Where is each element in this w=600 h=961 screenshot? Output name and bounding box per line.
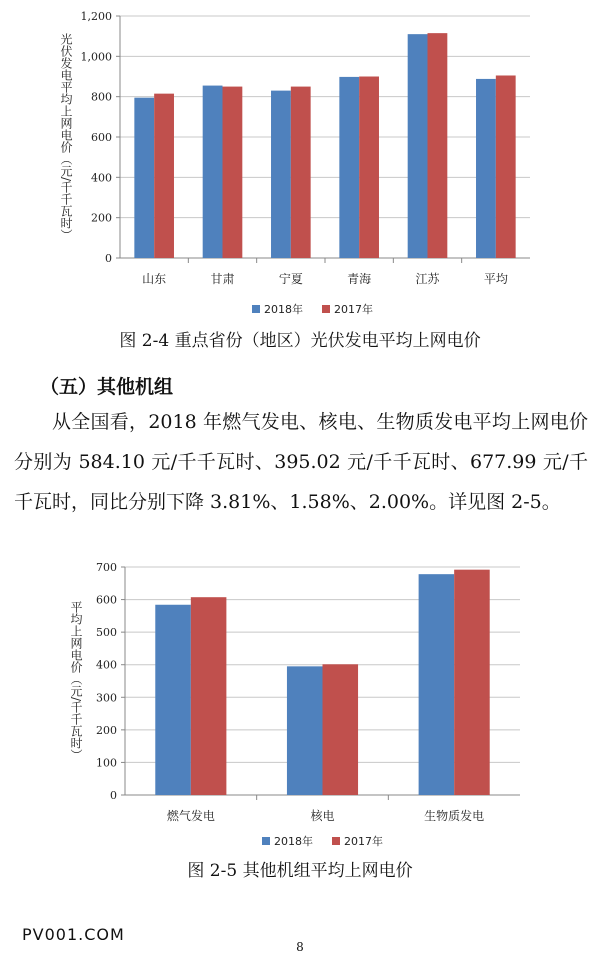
bar-series-2017 bbox=[154, 94, 174, 258]
x-category-label: 宁夏 bbox=[278, 272, 303, 286]
legend-label: 2017年 bbox=[344, 835, 383, 848]
figure-caption-2-5: 图 2-5 其他机组平均上网电价 bbox=[187, 861, 413, 881]
x-category-label: 生物质发电 bbox=[424, 809, 485, 823]
bar-series-2018 bbox=[155, 605, 191, 795]
bar-series-2018 bbox=[134, 98, 154, 258]
y-tick-label: 300 bbox=[96, 691, 117, 705]
figure-caption-2-4: 图 2-4 重点省份（地区）光伏发电平均上网电价 bbox=[119, 331, 481, 351]
bar-series-2018 bbox=[271, 91, 291, 258]
legend-label: 2017年 bbox=[334, 303, 373, 316]
bar-series-2018 bbox=[419, 574, 455, 795]
y-axis-label: 光伏发电平均上网电价（元/千千瓦时） bbox=[59, 32, 73, 242]
bar-series-2017 bbox=[496, 75, 516, 258]
y-tick-label: 0 bbox=[105, 252, 112, 265]
bar-series-2017 bbox=[223, 87, 243, 258]
bar-series-2017 bbox=[191, 597, 227, 795]
bar-series-2018 bbox=[339, 77, 359, 258]
bar-series-2017 bbox=[454, 570, 490, 795]
bar-series-2018 bbox=[203, 86, 223, 258]
y-tick-label: 1,000 bbox=[80, 50, 112, 64]
y-tick-label: 1,200 bbox=[80, 10, 112, 23]
bar-series-2017 bbox=[428, 33, 448, 258]
x-category-label: 甘肃 bbox=[210, 272, 235, 286]
y-tick-label: 200 bbox=[91, 211, 112, 225]
x-category-label: 山东 bbox=[142, 272, 167, 286]
x-category-label: 燃气发电 bbox=[166, 809, 215, 823]
x-category-label: 江苏 bbox=[415, 272, 440, 286]
section-heading: （五）其他机组 bbox=[40, 376, 174, 398]
y-tick-label: 100 bbox=[96, 756, 117, 770]
legend-swatch bbox=[332, 837, 340, 845]
y-tick-label: 400 bbox=[96, 658, 117, 672]
y-tick-label: 500 bbox=[96, 626, 117, 640]
bar-series-2018 bbox=[408, 34, 428, 258]
bar-series-2017 bbox=[359, 77, 379, 259]
y-tick-label: 200 bbox=[96, 723, 117, 737]
page-number: 8 bbox=[296, 940, 304, 954]
bar-series-2017 bbox=[323, 664, 359, 795]
legend-swatch bbox=[252, 305, 260, 313]
y-tick-label: 400 bbox=[91, 171, 112, 185]
bar-series-2018 bbox=[476, 79, 496, 258]
y-tick-label: 0 bbox=[110, 789, 117, 802]
body-paragraph: 从全国看，2018 年燃气发电、核电、生物质发电平均上网电价分别为 584.10 元/千千瓦时、395.02 元/千千瓦时、677.99 元/千千瓦时，同比分别下降 3.81%、1.58%、2.00%。详见图 2-5。 bbox=[14, 411, 588, 513]
y-axis-label: 平均上网电价（元/千千瓦时） bbox=[69, 600, 83, 762]
legend-label: 2018年 bbox=[274, 835, 313, 848]
x-category-label: 平均 bbox=[483, 272, 508, 286]
legend-swatch bbox=[322, 305, 330, 313]
y-tick-label: 800 bbox=[91, 90, 112, 104]
x-category-label: 青海 bbox=[347, 272, 372, 286]
y-tick-label: 700 bbox=[96, 561, 117, 574]
legend-swatch bbox=[262, 837, 270, 845]
bar-series-2018 bbox=[287, 666, 323, 795]
legend-label: 2018年 bbox=[264, 303, 303, 316]
chart-province-pv-price bbox=[0, 0, 600, 320]
watermark: PV001.COM bbox=[22, 925, 125, 944]
chart-other-units-price bbox=[0, 555, 600, 855]
y-tick-label: 600 bbox=[96, 593, 117, 607]
x-category-label: 核电 bbox=[310, 809, 335, 823]
y-tick-label: 600 bbox=[91, 131, 112, 144]
bar-series-2017 bbox=[291, 87, 311, 258]
